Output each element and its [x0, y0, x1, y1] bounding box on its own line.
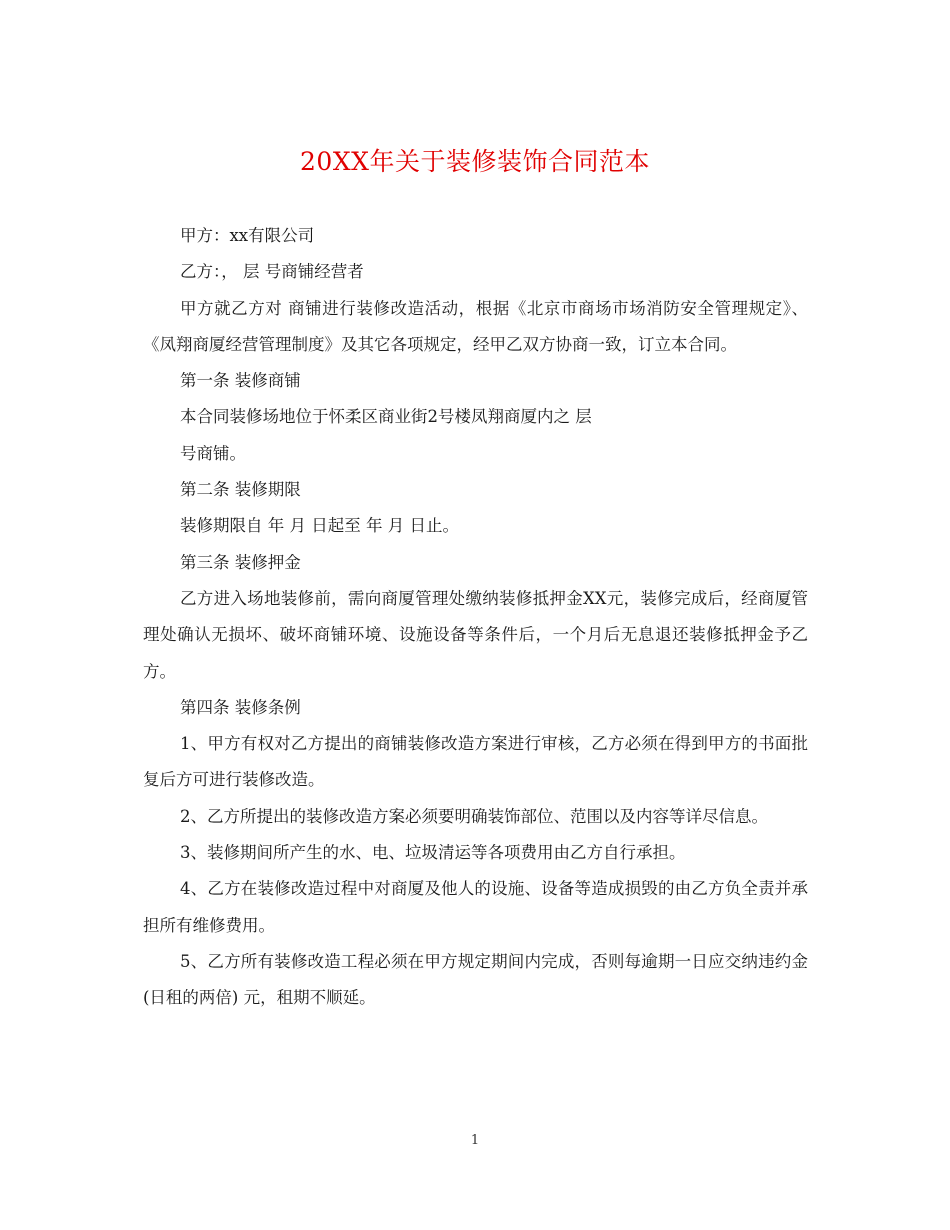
- article-4-clause-5: 5、乙方所有装修改造工程必须在甲方规定期间内完成，否则每逾期一日应交纳违约金(日租的两倍) 元，租期不顺延。: [143, 951, 808, 1008]
- page-number: 1: [470, 1133, 480, 1148]
- article-1-heading: 第一条 装修商铺: [180, 371, 301, 391]
- article-4-clause-2: 2、乙方所提出的装修改造方案必须要明确装饰部位、范围以及内容等详尽信息。: [180, 806, 768, 826]
- article-1-text: 本合同装修场地位于怀柔区商业街2号楼凤翔商厦内之 层: [180, 407, 592, 427]
- article-1-text-cont: 号商铺。: [180, 443, 246, 463]
- article-4-heading: 第四条 装修条例: [180, 697, 301, 717]
- preamble-paragraph: 甲方就乙方对 商铺进行装修改造活动，根据《北京市商场市场消防安全管理规定》、《凤翔商厦经营管理制度》及其它各项规定，经甲乙双方协商一致，订立本合同。: [143, 298, 808, 354]
- article-4-clause-1: 1、甲方有权对乙方提出的商铺装修改造方案进行审核，乙方必须在得到甲方的书面批复后方可进行装修改造。: [143, 734, 808, 790]
- article-2-text: 装修期限自 年 月 日起至 年 月 日止。: [180, 516, 459, 536]
- article-4-clause-3: 3、装修期间所产生的水、电、垃圾清运等各项费用由乙方自行承担。: [180, 843, 686, 863]
- article-4-clause-4: 4、乙方在装修改造过程中对商厦及他人的设施、设备等造成损毁的由乙方负全责并承担所有维修费用。: [143, 879, 808, 935]
- article-3-heading: 第三条 装修押金: [180, 552, 301, 572]
- document-title: 20XX年关于装修装饰合同范本: [300, 147, 650, 176]
- party-a-line: 甲方：xx有限公司: [180, 226, 315, 245]
- document-body: [143, 218, 808, 1017]
- article-2-heading: 第二条 装修期限: [180, 480, 301, 500]
- party-b-line: 乙方：， 层 号商铺经营者: [180, 262, 364, 282]
- article-3-text: 乙方进入场地装修前，需向商厦管理处缴纳装修抵押金XX元，装修完成后，经商厦管理处确认无损坏、破坏商铺环境、设施设备等条件后，一个月后无息退还装修抵押金予乙方。: [143, 588, 808, 681]
